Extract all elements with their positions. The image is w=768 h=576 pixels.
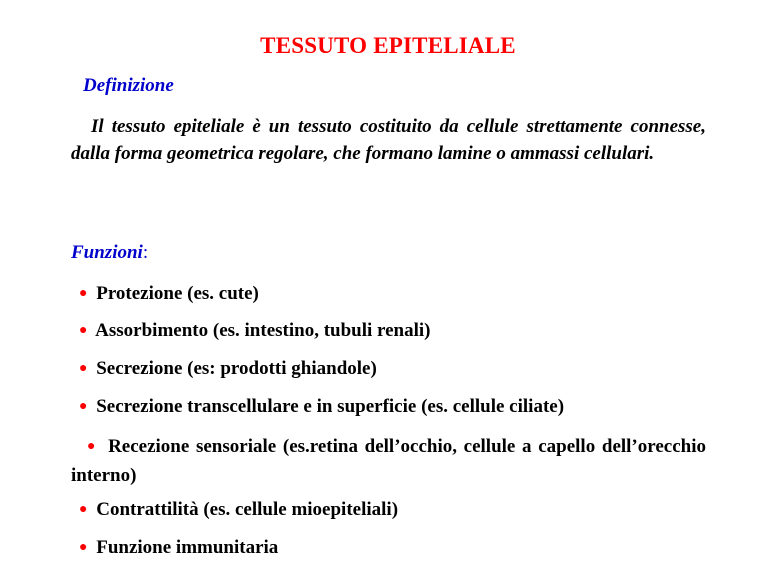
bullet-icon: ● [79,399,88,414]
bullet-icon: ● [79,361,88,376]
definition-heading: Definizione [83,75,174,96]
function-item-secrezione [79,358,377,380]
function-item-immunitaria [79,537,278,559]
function-item-assorbimento [79,320,431,342]
function-item-protezione [79,283,259,305]
function-item-label: Secrezione (es: prodotti ghiandole) [96,358,377,379]
definition-text: Il tessuto epiteliale è un tessuto costituito da cellule strettamente connesse, dalla forma geometrica regolare, che formano lamine o ammassi cellulari. [71,116,706,164]
bullet-icon: ● [87,439,98,454]
function-item-label: Secrezione transcellulare e in superficie (es. cellule ciliate) [96,396,565,417]
functions-heading [71,242,148,264]
bullet-icon: ● [79,540,88,555]
function-item-contrattilita [79,499,398,521]
function-item-secrezione-transcellulare [79,396,564,418]
page-title: TESSUTO EPITELIALE [260,33,516,58]
functions-heading-colon: : [142,242,149,263]
bullet-icon: ● [79,323,88,338]
function-item-label: Funzione immunitaria [96,537,279,558]
function-item-label: Contrattilità (es. cellule mioepiteliali) [96,499,399,520]
function-item-label: Protezione (es. cute) [96,283,259,304]
bullet-icon: ● [79,286,88,301]
bullet-icon: ● [79,502,88,517]
functions-heading-label: Funzioni [71,242,143,263]
function-item-label: Assorbimento (es. intestino, tubuli renali) [95,320,431,341]
function-item-recezione-sensoriale [71,433,706,489]
function-item-label: Recezione sensoriale (es.retina dell’occhio, cellule a capello dell’orecchio interno) [71,436,706,486]
